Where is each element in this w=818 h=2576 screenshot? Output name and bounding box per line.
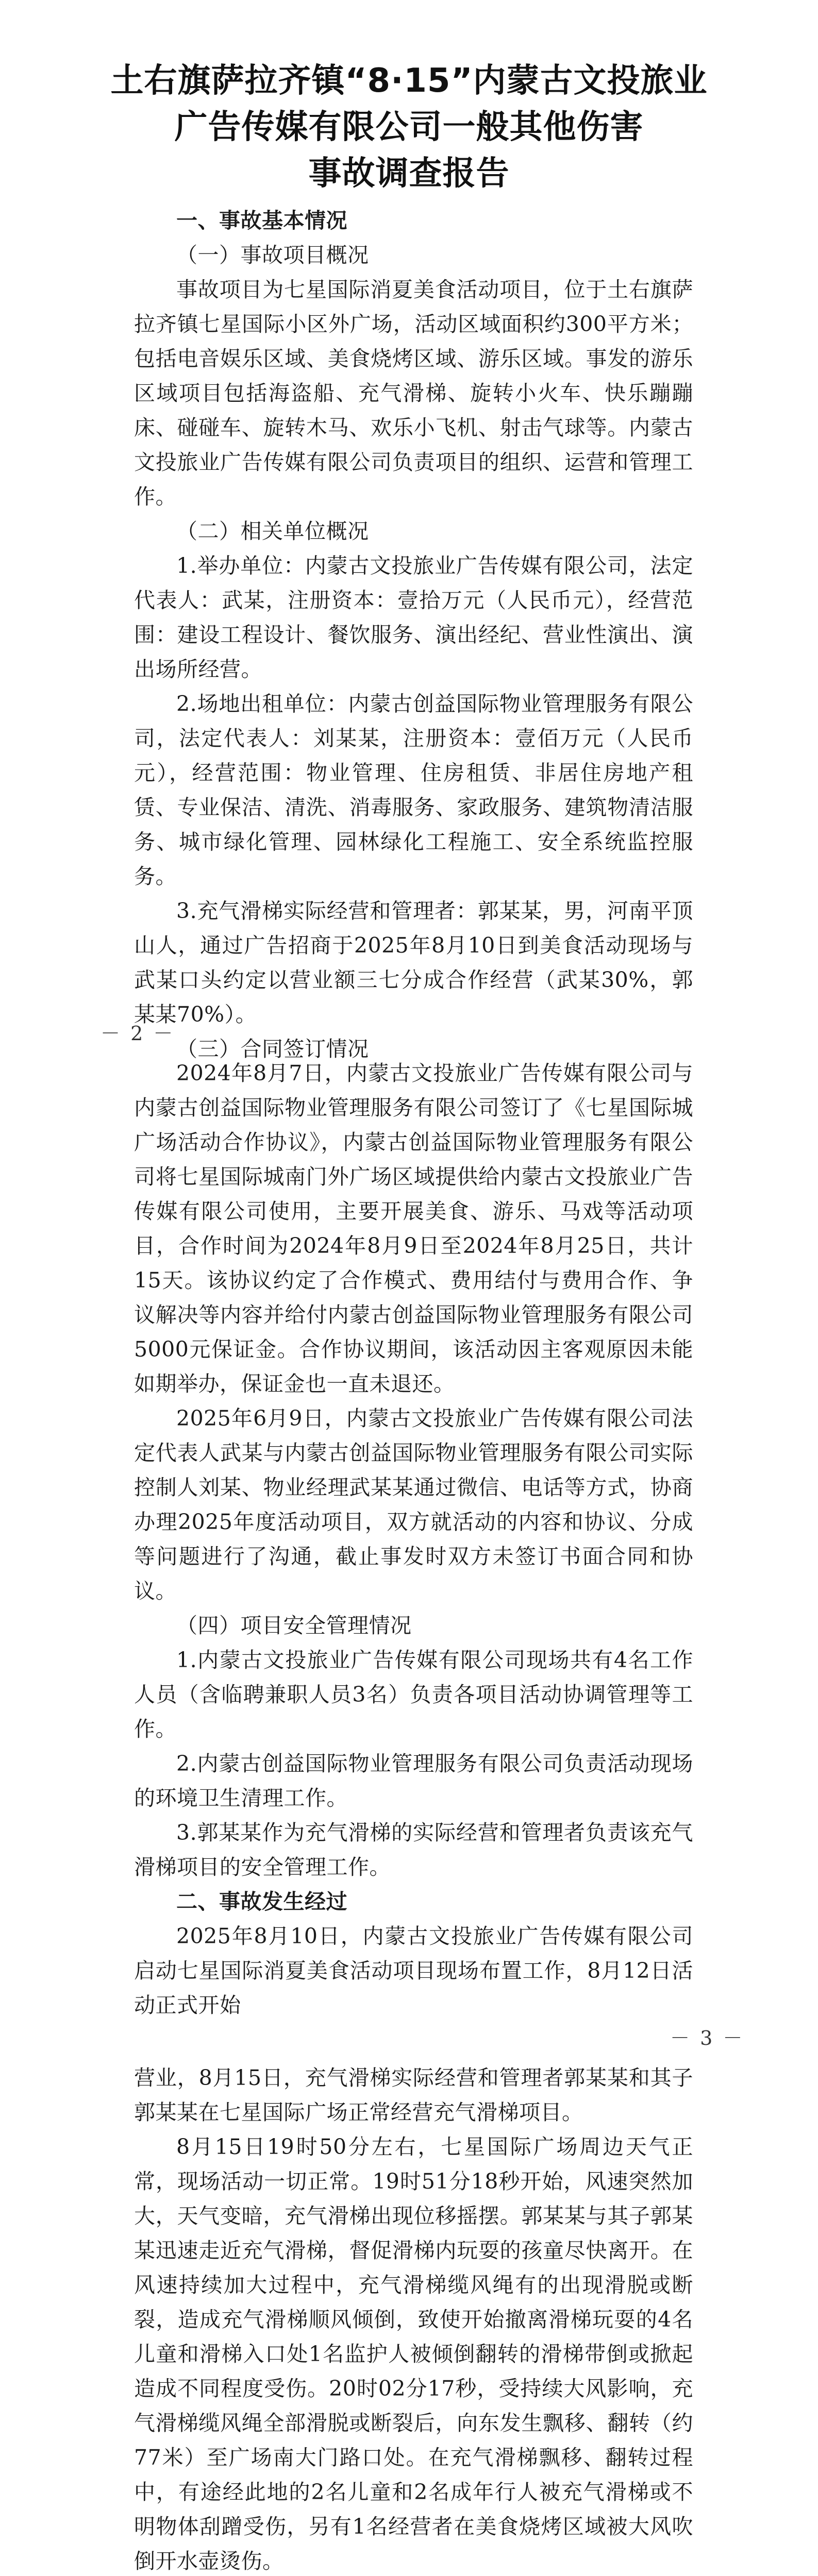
paragraph-accident-continue: 营业，8月15日，充气滑梯实际经营和管理者郭某某和其子郭某某在七星国际广场正常经营充气滑梯项目。: [134, 2065, 693, 2125]
paragraph-accident-details: 8月15日19时50分左右，七星国际广场周边天气正常，现场活动一切正常。19时51分18秒开始，风速突然加大，天气变暗，充气滑梯出现位移摇摆。郭某某与其子郭某某迅速走近充气滑梯，督促滑梯内玩耍的孩童尽快离开。在风速持续加大过程中，充气滑梯缆风绳有的出现滑脱或断裂，造成充气滑梯顺风倾倒，致使开始撤离滑梯玩耍的4名儿童和滑梯入口处1名监护人被倾倒翻转的滑梯带倒或掀起造成不同程度受伤。20时02分17秒，受持续大风影响，充气滑梯缆风绳全部滑脱或断裂后，向东发生飘移、翻转（约77米）至广场南大门路口处。在充气滑梯飘移、翻转过程中，有途经此地的2名儿童和2名成年行人被充气滑梯或不明物体刮蹭受伤，另有1名经营者在美食烧烤区域被大风吹倒开水壶烫伤。: [134, 2134, 693, 2573]
paragraph-organizer: 1.举办单位：内蒙古文投旅业广告传媒有限公司，法定代表人：武某，注册资本：壹拾万元（人民币元），经营范围：建设工程设计、餐饮服务、演出经纪、营业性演出、演出场所经营。: [134, 553, 693, 682]
page-number-2: － 2 －: [101, 1022, 175, 1045]
paragraph-project-overview: 事故项目为七星国际消夏美食活动项目，位于土右旗萨拉齐镇七星国际小区外广场，活动区域面积约300平方米；包括电音娱乐区域、美食烧烤区域、游乐区域。事发的游乐区域项目包括海盗船、充气滑梯、旋转小火车、快乐蹦蹦床、碰碰车、旋转木马、欢乐小飞机、射击气球等。内蒙古文投旅业广告传媒有限公司负责项目的组织、运营和管理工作。: [134, 277, 693, 509]
page-2-body: [134, 1056, 693, 2023]
section-heading-basic-info: 一、事故基本情况: [176, 208, 347, 233]
page-1-body: [134, 204, 693, 1066]
report-title-line-1: 土右旗萨拉齐镇“8·15”内蒙古文投旅业: [110, 62, 708, 100]
report-title-line-2: 广告传媒有限公司一般其他伤害: [174, 108, 644, 146]
paragraph-safety-staff: 1.内蒙古文投旅业广告传媒有限公司现场共有4名工作人员（含临聘兼职人员3名）负责各项目活动协调管理等工作。: [134, 1648, 693, 1741]
page-number-3: － 3 －: [670, 2027, 745, 2049]
page-3-body: [134, 2061, 693, 2576]
paragraph-contract-2024: 2024年8月7日，内蒙古文投旅业广告传媒有限公司与内蒙古创益国际物业管理服务有限公司签订了《七星国际城广场活动合作协议》，内蒙古创益国际物业管理服务有限公司将七星国际城南门外广场区域提供给内蒙古文投旅业广告传媒有限公司使用，主要开展美食、游乐、马戏等活动项目，合作时间为2024年8月9日至2024年8月25日，共计15天。该协议约定了合作模式、费用结付与费用合作、争议解决等内容并给付内蒙古创益国际物业管理服务有限公司5000元保证金。合作协议期间，该活动因主客观原因未能如期举办，保证金也一直未退还。: [134, 1061, 693, 1396]
subheading-contract: （三）合同签订情况: [176, 1037, 369, 1061]
section-heading-accident-process: 二、事故发生经过: [176, 1889, 347, 1914]
subheading-units-overview: （二）相关单位概况: [176, 519, 369, 544]
paragraph-safety-operator: 3.郭某某作为充气滑梯的实际经营和管理者负责该充气滑梯项目的安全管理工作。: [134, 1820, 693, 1879]
paragraph-contract-2025: 2025年6月9日，内蒙古文投旅业广告传媒有限公司法定代表人武某与内蒙古创益国际物业管理服务有限公司实际控制人刘某、物业经理武某某通过微信、电话等方式，协商办理2025年度活动项目，双方就活动的内容和协议、分成等问题进行了沟通，截止事发时双方未签订书面合同和协议。: [134, 1406, 693, 1603]
report-title-line-3: 事故调查报告: [308, 155, 510, 193]
paragraph-accident-start: 2025年8月10日，内蒙古文投旅业广告传媒有限公司启动七星国际消夏美食活动项目现场布置工作，8月12日活动正式开始: [134, 1924, 693, 2018]
subheading-project-overview: （一）事故项目概况: [176, 243, 369, 267]
subheading-safety-management: （四）项目安全管理情况: [176, 1613, 412, 1638]
paragraph-slide-operator: 3.充气滑梯实际经营和管理者：郭某某，男，河南平顶山人，通过广告招商于2025年8月10日到美食活动现场与武某口头约定以营业额三七分成合作经营（武某30%，郭某某70%）。: [134, 899, 693, 1027]
paragraph-venue-lessor: 2.场地出租单位：内蒙古创益国际物业管理服务有限公司，法定代表人：刘某某，注册资本：壹佰万元（人民币元），经营范围：物业管理、住房租赁、非居住房地产租赁、专业保洁、清洗、消毒服务、家政服务、建筑物清洁服务、城市绿化管理、园林绿化工程施工、安全系统监控服务。: [134, 691, 693, 889]
paragraph-safety-cleaning: 2.内蒙古创益国际物业管理服务有限公司负责活动现场的环境卫生清理工作。: [134, 1751, 693, 1810]
